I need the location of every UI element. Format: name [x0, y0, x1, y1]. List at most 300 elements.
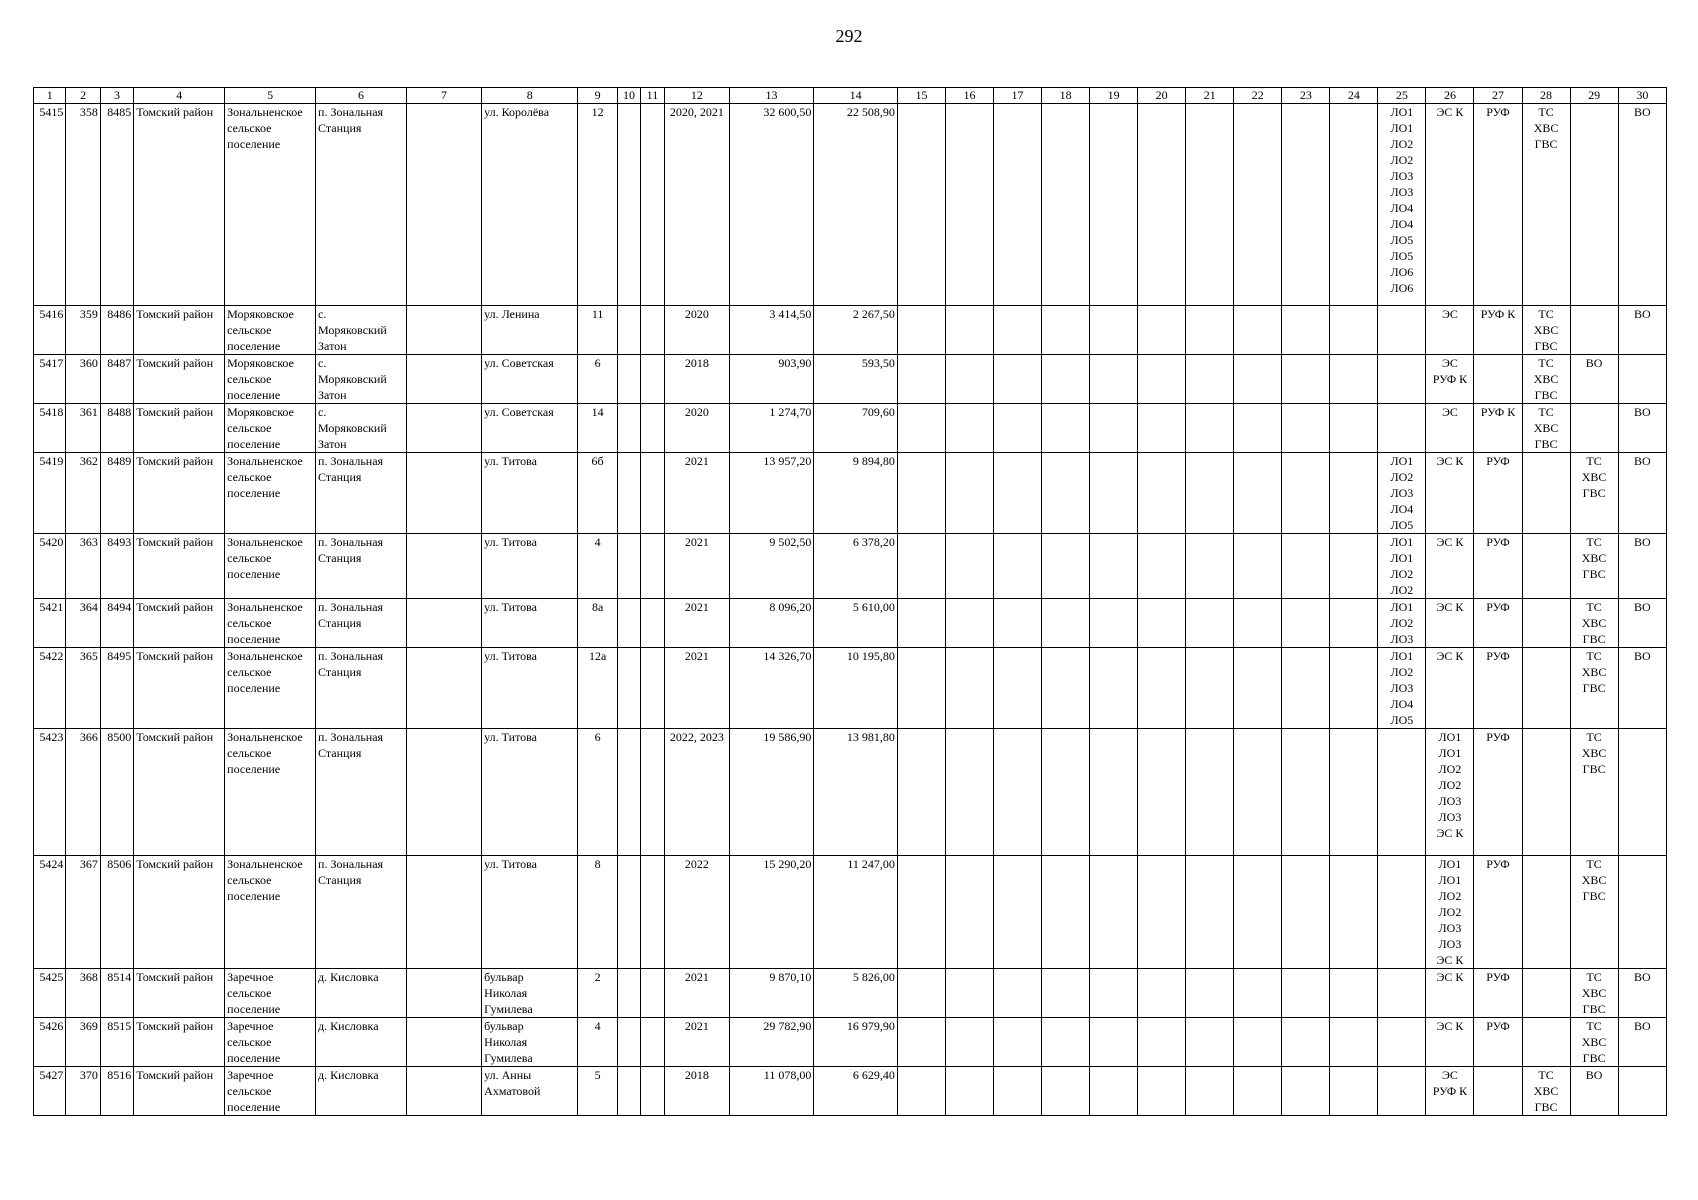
works-col-25-cell	[1378, 969, 1426, 1018]
row-number-cell: 5424	[34, 856, 66, 969]
works-col-25-cell	[1378, 404, 1426, 453]
district-cell: Томский район	[134, 969, 225, 1018]
works-col-27-cell: РУФ	[1474, 104, 1522, 306]
district-cell: Томский район	[134, 404, 225, 453]
empty-cell	[994, 969, 1042, 1018]
empty-cell	[994, 729, 1042, 856]
column-header: 10	[617, 88, 640, 104]
total-area-cell: 15 290,20	[729, 856, 814, 969]
street-cell: ул. Анны Ахматовой	[482, 1067, 578, 1116]
empty-cell	[1042, 1067, 1090, 1116]
works-col-30-cell	[1618, 729, 1666, 856]
empty-cell	[640, 104, 664, 306]
empty-cell	[1138, 969, 1186, 1018]
works-col-29-cell: ТС ХВС ГВС	[1570, 534, 1618, 599]
total-area-cell: 29 782,90	[729, 1018, 814, 1067]
works-col-27-cell: РУФ	[1474, 453, 1522, 534]
empty-cell	[1282, 729, 1330, 856]
empty-cell	[1042, 1018, 1090, 1067]
house-id-cell: 8516	[100, 1067, 133, 1116]
empty-cell	[945, 355, 993, 404]
street-cell: ул. Титова	[482, 599, 578, 648]
empty-cell	[897, 648, 945, 729]
empty-cell	[1330, 104, 1378, 306]
total-area-cell: 903,90	[729, 355, 814, 404]
locality-cell: п. Зональная Станция	[316, 599, 407, 648]
empty-cell	[994, 534, 1042, 599]
empty-cell	[1330, 453, 1378, 534]
column-7-cell	[406, 306, 481, 355]
column-header: 18	[1042, 88, 1090, 104]
empty-cell	[640, 599, 664, 648]
works-col-26-cell: ЛО1 ЛО1 ЛО2 ЛО2 ЛО3 ЛО3 ЭС К	[1426, 729, 1474, 856]
works-col-28-cell	[1522, 599, 1570, 648]
work-years-cell: 2021	[664, 534, 729, 599]
street-cell: ул. Советская	[482, 404, 578, 453]
item-number-cell: 365	[66, 648, 100, 729]
table-row	[34, 453, 1667, 534]
empty-cell	[1138, 1018, 1186, 1067]
empty-cell	[1042, 355, 1090, 404]
works-col-29-cell: ТС ХВС ГВС	[1570, 969, 1618, 1018]
street-cell: бульвар Николая Гумилева	[482, 969, 578, 1018]
living-area-cell: 6 378,20	[814, 534, 898, 599]
table-row	[34, 1067, 1667, 1116]
column-7-cell	[406, 104, 481, 306]
house-id-cell: 8485	[100, 104, 133, 306]
house-number-cell: 5	[578, 1067, 618, 1116]
empty-cell	[1282, 453, 1330, 534]
page-number: 292	[835, 26, 863, 46]
works-col-25-cell: ЛО1 ЛО2 ЛО3 ЛО4 ЛО5	[1378, 453, 1426, 534]
empty-cell	[945, 306, 993, 355]
column-7-cell	[406, 969, 481, 1018]
works-col-28-cell: ТС ХВС ГВС	[1522, 104, 1570, 306]
district-cell: Томский район	[134, 104, 225, 306]
empty-cell	[1138, 729, 1186, 856]
works-col-30-cell: ВО	[1618, 534, 1666, 599]
works-col-27-cell: РУФ К	[1474, 306, 1522, 355]
district-cell: Томский район	[134, 453, 225, 534]
empty-cell	[1330, 856, 1378, 969]
empty-cell	[1138, 648, 1186, 729]
work-years-cell: 2022	[664, 856, 729, 969]
empty-cell	[1282, 404, 1330, 453]
locality-cell: д. Кисловка	[316, 969, 407, 1018]
column-header: 26	[1426, 88, 1474, 104]
work-years-cell: 2021	[664, 1018, 729, 1067]
table-row	[34, 969, 1667, 1018]
work-years-cell: 2020, 2021	[664, 104, 729, 306]
empty-cell	[945, 599, 993, 648]
empty-cell	[1090, 534, 1138, 599]
empty-cell	[1234, 453, 1282, 534]
column-7-cell	[406, 534, 481, 599]
empty-cell	[1138, 1067, 1186, 1116]
column-header: 25	[1378, 88, 1426, 104]
works-col-28-cell	[1522, 969, 1570, 1018]
works-col-25-cell	[1378, 729, 1426, 856]
item-number-cell: 359	[66, 306, 100, 355]
empty-cell	[617, 729, 640, 856]
table-row	[34, 534, 1667, 599]
empty-cell	[1282, 534, 1330, 599]
empty-cell	[1234, 404, 1282, 453]
column-header: 9	[578, 88, 618, 104]
empty-cell	[1330, 648, 1378, 729]
row-number-cell: 5426	[34, 1018, 66, 1067]
empty-cell	[617, 1067, 640, 1116]
empty-cell	[1042, 104, 1090, 306]
empty-cell	[897, 404, 945, 453]
house-number-cell: 6б	[578, 453, 618, 534]
empty-cell	[617, 856, 640, 969]
empty-cell	[994, 599, 1042, 648]
district-cell: Томский район	[134, 729, 225, 856]
locality-cell: п. Зональная Станция	[316, 856, 407, 969]
works-col-26-cell: ЭС	[1426, 306, 1474, 355]
locality-cell: с. Моряковский Затон	[316, 355, 407, 404]
empty-cell	[1330, 404, 1378, 453]
works-col-26-cell: ЭС К	[1426, 969, 1474, 1018]
empty-cell	[1138, 104, 1186, 306]
works-col-28-cell: ТС ХВС ГВС	[1522, 355, 1570, 404]
empty-cell	[1282, 104, 1330, 306]
work-years-cell: 2021	[664, 648, 729, 729]
empty-cell	[1282, 306, 1330, 355]
row-number-cell: 5423	[34, 729, 66, 856]
column-header: 20	[1138, 88, 1186, 104]
empty-cell	[994, 306, 1042, 355]
empty-cell	[1090, 355, 1138, 404]
empty-cell	[945, 856, 993, 969]
empty-cell	[1186, 1018, 1234, 1067]
empty-cell	[897, 355, 945, 404]
empty-cell	[617, 453, 640, 534]
settlement-cell: Заречное сельское поселение	[225, 969, 316, 1018]
empty-cell	[1234, 534, 1282, 599]
works-col-28-cell	[1522, 856, 1570, 969]
empty-cell	[1186, 1067, 1234, 1116]
empty-cell	[1234, 648, 1282, 729]
total-area-cell: 8 096,20	[729, 599, 814, 648]
empty-cell	[617, 306, 640, 355]
street-cell: бульвар Николая Гумилева	[482, 1018, 578, 1067]
empty-cell	[897, 856, 945, 969]
empty-cell	[1090, 453, 1138, 534]
empty-cell	[1234, 599, 1282, 648]
empty-cell	[1042, 404, 1090, 453]
works-col-25-cell: ЛО1 ЛО1 ЛО2 ЛО2	[1378, 534, 1426, 599]
empty-cell	[897, 729, 945, 856]
empty-cell	[1138, 856, 1186, 969]
settlement-cell: Зональненское сельское поселение	[225, 856, 316, 969]
district-cell: Томский район	[134, 648, 225, 729]
empty-cell	[1186, 453, 1234, 534]
house-number-cell: 12	[578, 104, 618, 306]
house-id-cell: 8500	[100, 729, 133, 856]
locality-cell: с. Моряковский Затон	[316, 404, 407, 453]
empty-cell	[994, 648, 1042, 729]
column-header: 12	[664, 88, 729, 104]
living-area-cell: 709,60	[814, 404, 898, 453]
empty-cell	[1042, 856, 1090, 969]
house-id-cell: 8493	[100, 534, 133, 599]
table-row	[34, 306, 1667, 355]
works-col-28-cell	[1522, 1018, 1570, 1067]
empty-cell	[945, 534, 993, 599]
column-header: 3	[100, 88, 133, 104]
empty-cell	[1282, 1067, 1330, 1116]
empty-cell	[1090, 856, 1138, 969]
empty-cell	[1330, 534, 1378, 599]
item-number-cell: 364	[66, 599, 100, 648]
settlement-cell: Заречное сельское поселение	[225, 1067, 316, 1116]
works-col-25-cell: ЛО1 ЛО2 ЛО3	[1378, 599, 1426, 648]
settlement-cell: Зональненское сельское поселение	[225, 729, 316, 856]
item-number-cell: 370	[66, 1067, 100, 1116]
empty-cell	[1042, 453, 1090, 534]
works-col-28-cell: ТС ХВС ГВС	[1522, 404, 1570, 453]
works-col-26-cell: ЭС	[1426, 404, 1474, 453]
works-col-30-cell	[1618, 856, 1666, 969]
locality-cell: с. Моряковский Затон	[316, 306, 407, 355]
row-number-cell: 5421	[34, 599, 66, 648]
works-col-27-cell: РУФ	[1474, 1018, 1522, 1067]
locality-cell: д. Кисловка	[316, 1067, 407, 1116]
empty-cell	[1330, 729, 1378, 856]
settlement-cell: Зональненское сельское поселение	[225, 648, 316, 729]
district-cell: Томский район	[134, 856, 225, 969]
house-number-cell: 4	[578, 534, 618, 599]
empty-cell	[1042, 599, 1090, 648]
total-area-cell: 32 600,50	[729, 104, 814, 306]
works-col-25-cell	[1378, 856, 1426, 969]
empty-cell	[1090, 599, 1138, 648]
empty-cell	[1186, 856, 1234, 969]
total-area-cell: 13 957,20	[729, 453, 814, 534]
living-area-cell: 10 195,80	[814, 648, 898, 729]
empty-cell	[945, 648, 993, 729]
works-col-26-cell: ЭС К	[1426, 453, 1474, 534]
empty-cell	[945, 1067, 993, 1116]
empty-cell	[1330, 1018, 1378, 1067]
table-row	[34, 1018, 1667, 1067]
empty-cell	[1234, 969, 1282, 1018]
district-cell: Томский район	[134, 534, 225, 599]
works-col-27-cell: РУФ	[1474, 729, 1522, 856]
street-cell: ул. Ленина	[482, 306, 578, 355]
house-number-cell: 6	[578, 729, 618, 856]
empty-cell	[640, 648, 664, 729]
empty-cell	[1234, 104, 1282, 306]
house-id-cell: 8506	[100, 856, 133, 969]
empty-cell	[1090, 1067, 1138, 1116]
total-area-cell: 14 326,70	[729, 648, 814, 729]
street-cell: ул. Титова	[482, 856, 578, 969]
empty-cell	[640, 355, 664, 404]
empty-cell	[1282, 856, 1330, 969]
empty-cell	[1330, 599, 1378, 648]
empty-cell	[994, 1067, 1042, 1116]
column-header: 13	[729, 88, 814, 104]
locality-cell: п. Зональная Станция	[316, 453, 407, 534]
house-id-cell: 8487	[100, 355, 133, 404]
empty-cell	[640, 1067, 664, 1116]
settlement-cell: Заречное сельское поселение	[225, 1018, 316, 1067]
street-cell: ул. Титова	[482, 453, 578, 534]
work-years-cell: 2021	[664, 599, 729, 648]
table-row	[34, 856, 1667, 969]
living-area-cell: 9 894,80	[814, 453, 898, 534]
table-row	[34, 355, 1667, 404]
empty-cell	[1234, 856, 1282, 969]
item-number-cell: 368	[66, 969, 100, 1018]
street-cell: ул. Королёва	[482, 104, 578, 306]
district-cell: Томский район	[134, 355, 225, 404]
column-header: 22	[1234, 88, 1282, 104]
works-col-30-cell: ВО	[1618, 969, 1666, 1018]
empty-cell	[945, 1018, 993, 1067]
house-number-cell: 8	[578, 856, 618, 969]
living-area-cell: 22 508,90	[814, 104, 898, 306]
item-number-cell: 369	[66, 1018, 100, 1067]
row-number-cell: 5418	[34, 404, 66, 453]
empty-cell	[1186, 404, 1234, 453]
item-number-cell: 358	[66, 104, 100, 306]
item-number-cell: 361	[66, 404, 100, 453]
works-col-30-cell: ВО	[1618, 104, 1666, 306]
works-col-29-cell: ТС ХВС ГВС	[1570, 648, 1618, 729]
column-header: 23	[1282, 88, 1330, 104]
column-header: 30	[1618, 88, 1666, 104]
house-id-cell: 8515	[100, 1018, 133, 1067]
works-col-27-cell: РУФ	[1474, 648, 1522, 729]
works-col-30-cell: ВО	[1618, 404, 1666, 453]
works-col-28-cell	[1522, 534, 1570, 599]
works-col-25-cell: ЛО1 ЛО2 ЛО3 ЛО4 ЛО5	[1378, 648, 1426, 729]
street-cell: ул. Титова	[482, 648, 578, 729]
column-header: 2	[66, 88, 100, 104]
works-col-30-cell: ВО	[1618, 453, 1666, 534]
row-number-cell: 5419	[34, 453, 66, 534]
works-col-29-cell: ТС ХВС ГВС	[1570, 856, 1618, 969]
works-col-29-cell: ТС ХВС ГВС	[1570, 1018, 1618, 1067]
works-col-27-cell: РУФ	[1474, 534, 1522, 599]
column-7-cell	[406, 453, 481, 534]
empty-cell	[1090, 648, 1138, 729]
column-header: 8	[482, 88, 578, 104]
house-number-cell: 14	[578, 404, 618, 453]
row-number-cell: 5415	[34, 104, 66, 306]
empty-cell	[1282, 648, 1330, 729]
work-years-cell: 2018	[664, 355, 729, 404]
empty-cell	[897, 1067, 945, 1116]
empty-cell	[617, 534, 640, 599]
works-col-26-cell: ЭС К	[1426, 599, 1474, 648]
works-col-29-cell: ТС ХВС ГВС	[1570, 729, 1618, 856]
item-number-cell: 363	[66, 534, 100, 599]
works-col-25-cell	[1378, 1067, 1426, 1116]
empty-cell	[897, 1018, 945, 1067]
empty-cell	[945, 969, 993, 1018]
work-years-cell: 2020	[664, 404, 729, 453]
works-col-26-cell: ЭС РУФ К	[1426, 355, 1474, 404]
row-number-cell: 5420	[34, 534, 66, 599]
empty-cell	[897, 453, 945, 534]
row-number-cell: 5422	[34, 648, 66, 729]
house-number-cell: 2	[578, 969, 618, 1018]
works-col-30-cell: ВО	[1618, 306, 1666, 355]
empty-cell	[897, 534, 945, 599]
works-col-29-cell: ВО	[1570, 355, 1618, 404]
works-col-27-cell: РУФ	[1474, 856, 1522, 969]
empty-cell	[897, 104, 945, 306]
empty-cell	[1042, 648, 1090, 729]
column-header: 7	[406, 88, 481, 104]
street-cell: ул. Советская	[482, 355, 578, 404]
settlement-cell: Зональненское сельское поселение	[225, 599, 316, 648]
empty-cell	[1186, 306, 1234, 355]
total-area-cell: 3 414,50	[729, 306, 814, 355]
total-area-cell: 11 078,00	[729, 1067, 814, 1116]
table-row	[34, 729, 1667, 856]
living-area-cell: 16 979,90	[814, 1018, 898, 1067]
empty-cell	[1090, 729, 1138, 856]
column-header: 21	[1186, 88, 1234, 104]
column-header: 17	[994, 88, 1042, 104]
district-cell: Томский район	[134, 599, 225, 648]
work-years-cell: 2020	[664, 306, 729, 355]
settlement-cell: Моряковское сельское поселение	[225, 306, 316, 355]
column-header: 16	[945, 88, 993, 104]
house-number-cell: 8а	[578, 599, 618, 648]
column-7-cell	[406, 1067, 481, 1116]
works-col-27-cell: РУФ	[1474, 599, 1522, 648]
column-header: 15	[897, 88, 945, 104]
works-col-25-cell	[1378, 306, 1426, 355]
column-header: 4	[134, 88, 225, 104]
total-area-cell: 9 870,10	[729, 969, 814, 1018]
empty-cell	[1234, 306, 1282, 355]
works-col-28-cell: ТС ХВС ГВС	[1522, 1067, 1570, 1116]
empty-cell	[640, 534, 664, 599]
empty-cell	[1090, 969, 1138, 1018]
empty-cell	[994, 1018, 1042, 1067]
works-col-28-cell: ТС ХВС ГВС	[1522, 306, 1570, 355]
table-row	[34, 104, 1667, 306]
works-col-30-cell	[1618, 355, 1666, 404]
work-years-cell: 2022, 2023	[664, 729, 729, 856]
empty-cell	[945, 453, 993, 534]
empty-cell	[1138, 404, 1186, 453]
empty-cell	[1282, 1018, 1330, 1067]
empty-cell	[1090, 1018, 1138, 1067]
works-col-28-cell	[1522, 453, 1570, 534]
empty-cell	[1186, 969, 1234, 1018]
header-row	[34, 88, 1667, 104]
works-col-28-cell	[1522, 729, 1570, 856]
empty-cell	[1330, 969, 1378, 1018]
works-col-26-cell: ЛО1 ЛО1 ЛО2 ЛО2 ЛО3 ЛО3 ЭС К	[1426, 856, 1474, 969]
living-area-cell: 6 629,40	[814, 1067, 898, 1116]
column-7-cell	[406, 355, 481, 404]
column-header: 19	[1090, 88, 1138, 104]
empty-cell	[640, 404, 664, 453]
column-7-cell	[406, 599, 481, 648]
empty-cell	[1090, 306, 1138, 355]
empty-cell	[1138, 453, 1186, 534]
